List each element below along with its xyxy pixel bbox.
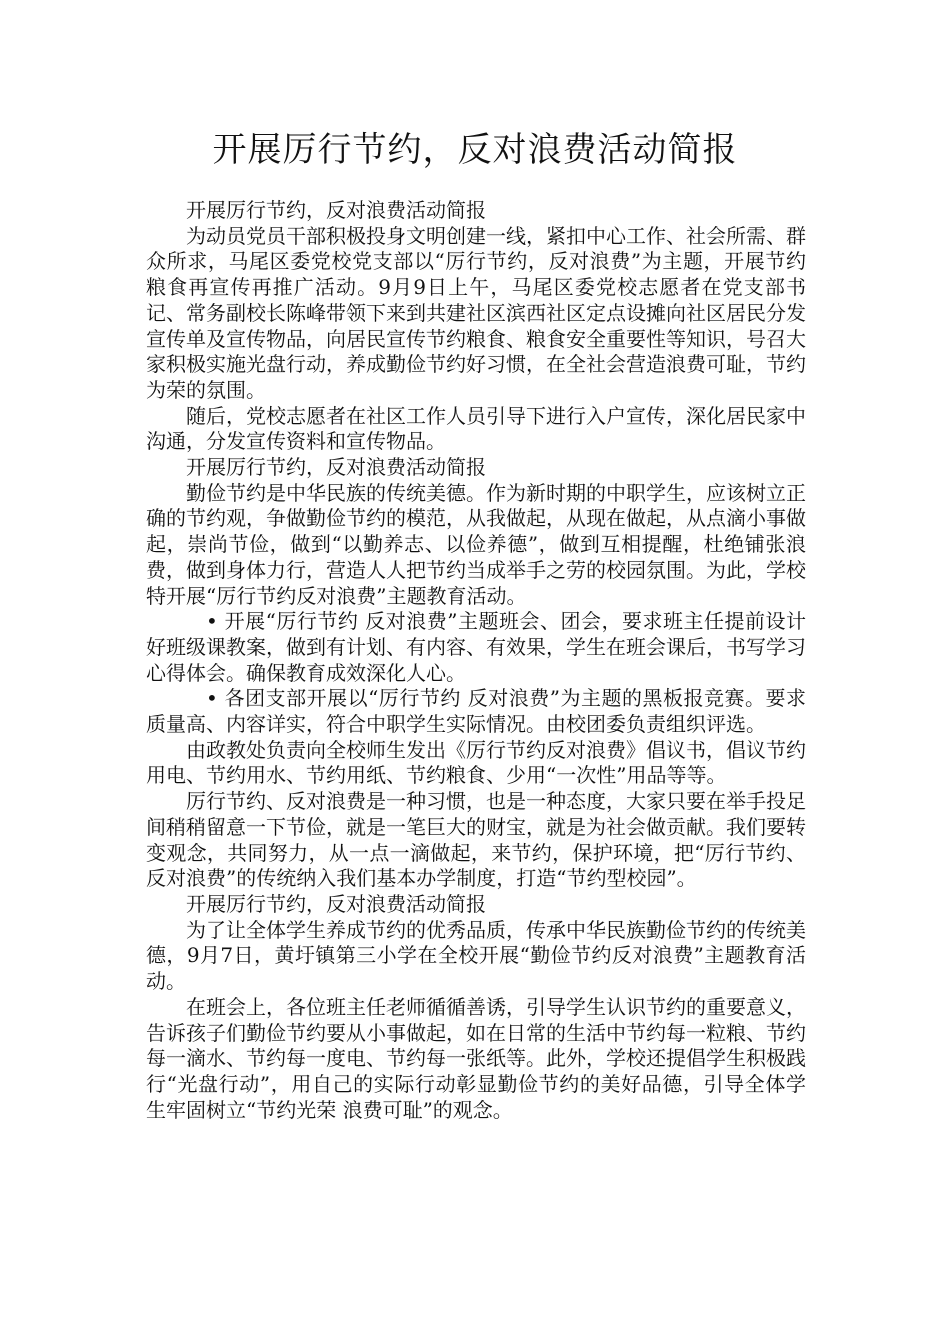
bullet-item: • 开展“厉行节约 反对浪费”主题班会、团会，要求班主任提前设计好班级课教案，做到有计划、有内容、有效果，学生在班会课后，书写学习心得体会。确保教育成效深化人心。: [146, 609, 806, 685]
section-heading: 开展厉行节约，反对浪费活动简报: [186, 198, 486, 222]
body-paragraph: 在班会上，各位班主任老师循循善诱，引导学生认识节约的重要意义，告诉孩子们勤俭节约要从小事做起，如在日常的生活中节约每一粒粮、节约每一滴水、节约每一度电、节约每一张纸等。此外，学校还提倡学生积极践行“光盘行动”，用自己的实际行动彰显勤俭节约的美好品德，引导全体学生牢固树立“节约光荣 浪费可耻”的观念。: [146, 994, 806, 1122]
body-paragraph: 随后，党校志愿者在社区工作人员引导下进行入户宣传，深化居民家中沟通，分发宣传资料和宣传物品。: [146, 403, 806, 454]
document-title: 开展厉行节约，反对浪费活动简报: [212, 130, 738, 170]
body-paragraph: 勤俭节约是中华民族的传统美德。作为新时期的中职学生，应该树立正确的节约观，争做勤俭节约的模范，从我做起，从现在做起，从点滴小事做起，崇尚节俭，做到“以勤养志、以俭养德”，做到互相提醒，杜绝铺张浪费，做到身体力行，营造人人把节约当成举手之劳的校园氛围。为此，学校特开展“厉行节约反对浪费”主题教育活动。: [146, 480, 806, 608]
bullet-item: • 各团支部开展以“厉行节约 反对浪费”为主题的黑板报竞赛。要求质量高、内容详实，符合中职学生实际情况。由校团委负责组织评选。: [146, 686, 806, 737]
body-paragraph: 为动员党员干部积极投身文明创建一线，紧扣中心工作、社会所需、群众所求，马尾区委党校党支部以“厉行节约，反对浪费”为主题，开展节约粮食再宣传再推广活动。9月9日上午，马尾区委党校志愿者在党支部书记、常务副校长陈峰带领下来到共建社区滨西社区定点设摊向社区居民分发宣传单及宣传物品，向居民宣传节约粮食、粮食安全重要性等知识，号召大家积极实施光盘行动，养成勤俭节约好习惯，在全社会营造浪费可耻，节约为荣的氛围。: [146, 223, 806, 402]
document-body: [146, 198, 806, 1123]
section-heading: 开展厉行节约，反对浪费活动简报: [186, 455, 486, 480]
body-paragraph: 为了让全体学生养成节约的优秀品质，传承中华民族勤俭节约的传统美德，9月7日，黄圩镇第三小学在全校开展“勤俭节约反对浪费”主题教育活动。: [146, 917, 806, 994]
body-paragraph: 由政教处负责向全校师生发出《厉行节约反对浪费》倡议书，倡议节约用电、节约用水、节约用纸、节约粮食、少用“一次性”用品等等。: [146, 737, 806, 788]
body-paragraph: 厉行节约、反对浪费是一种习惯，也是一种态度，大家只要在举手投足间稍稍留意一下节俭，就是一笔巨大的财宝，就是为社会做贡献。我们要转变观念，共同努力，从一点一滴做起，来节约，保护环境，把“厉行节约、反对浪费”的传统纳入我们基本办学制度，打造“节约型校园”。: [146, 789, 806, 891]
section-heading: 开展厉行节约，反对浪费活动简报: [186, 891, 486, 916]
